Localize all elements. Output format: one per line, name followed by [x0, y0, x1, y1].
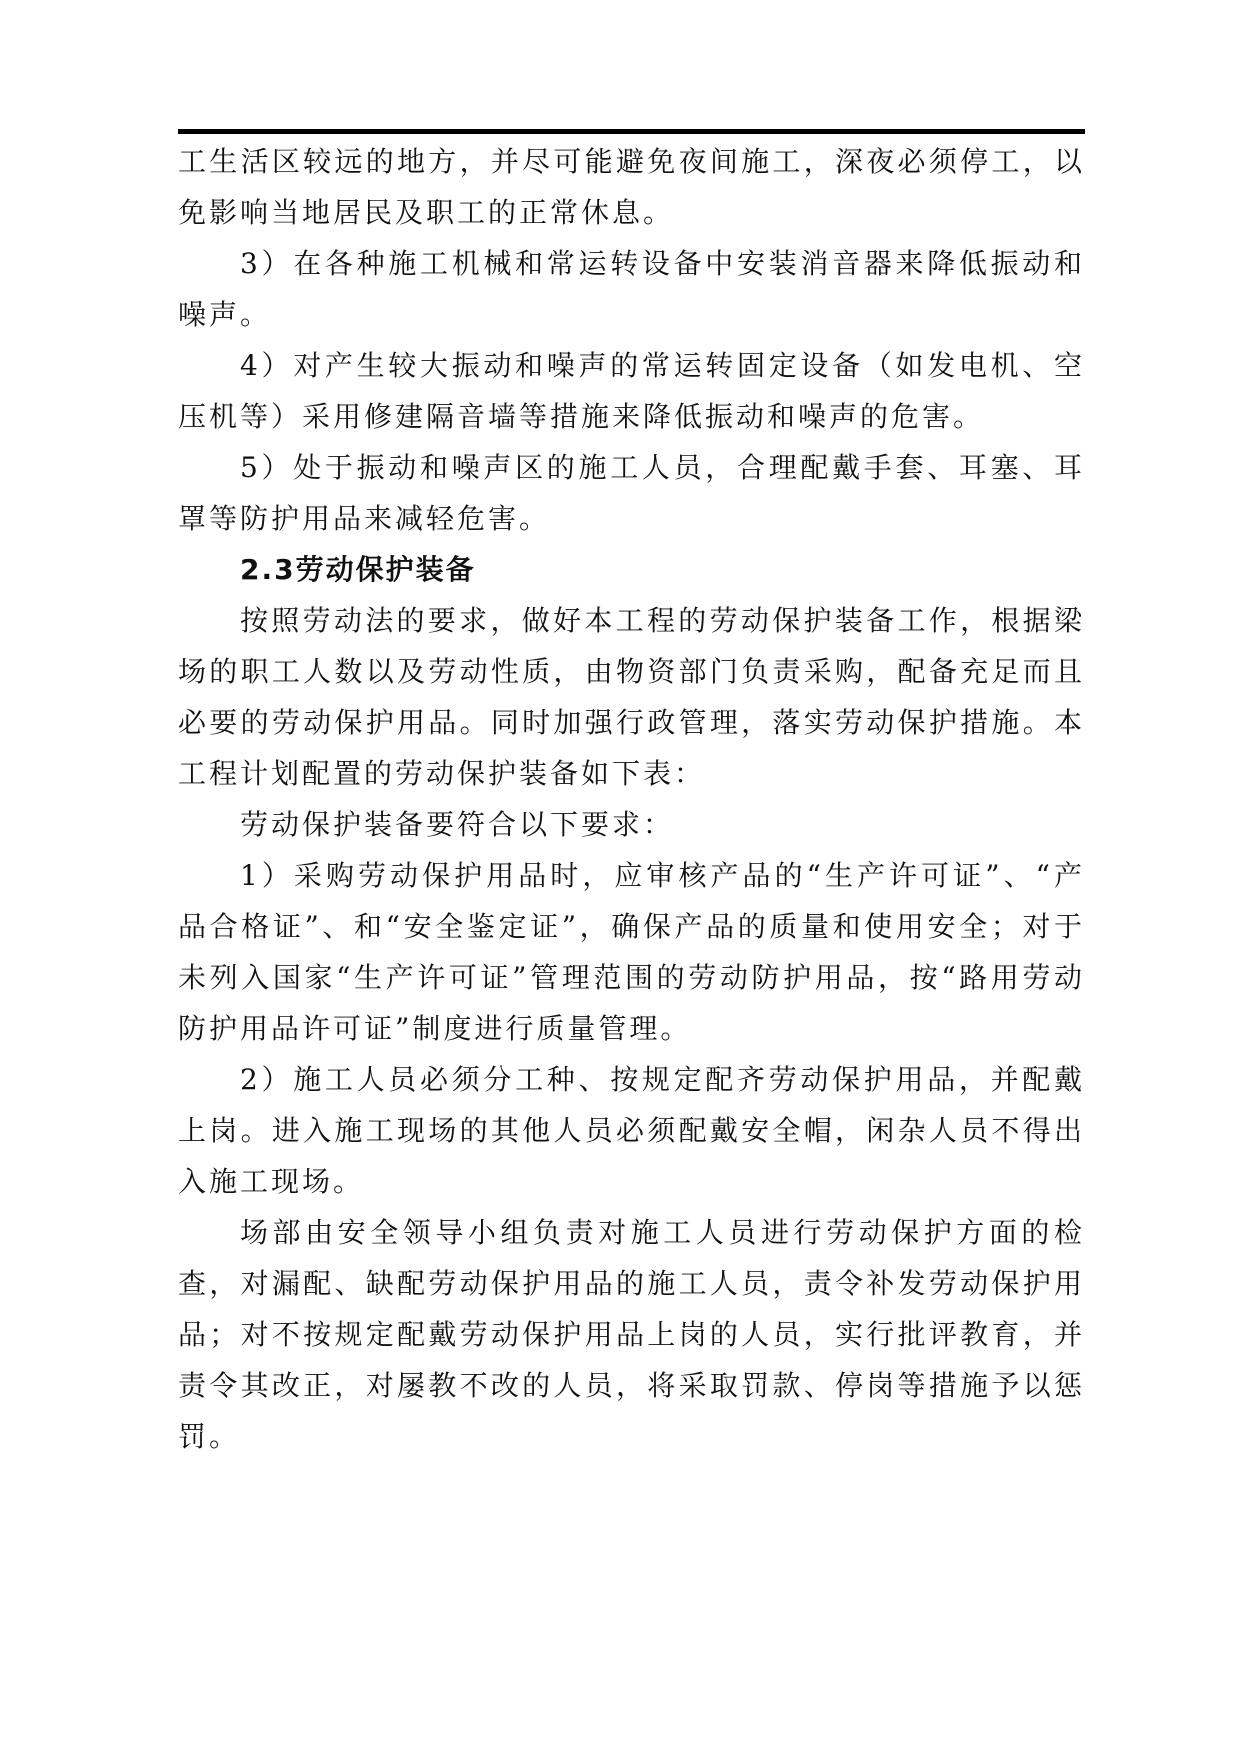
body-paragraph-continued: 工生活区较远的地方，并尽可能避免夜间施工，深夜必须停工，以免影响当地居民及职工的正常休息。 — [178, 145, 1085, 229]
document-body — [178, 136, 1085, 1462]
body-paragraph-item-5: 5）处于振动和噪声区的施工人员，合理配戴手套、耳塞、耳罩等防护用品来减轻危害。 — [178, 451, 1085, 535]
body-paragraph-item-3: 3）在各种施工机械和常运转设备中安装消音器来降低振动和噪声。 — [178, 247, 1085, 331]
section-paragraph-requirements: 劳动保护装备要符合以下要求： — [240, 808, 675, 841]
section-paragraph-item-1: 1）采购劳动保护用品时，应审核产品的“生产许可证”、“产品合格证”、和“安全鉴定证”，确保产品的质量和使用安全；对于未列入国家“生产许可证”管理范围的劳动防护用品，按“路用劳动防护用品许可证”制度进行质量管理。 — [178, 859, 1085, 1045]
section-paragraph-item-2: 2）施工人员必须分工种、按规定配齐劳动保护用品，并配戴上岗。进入施工现场的其他人员必须配戴安全帽，闲杂人员不得出入施工现场。 — [178, 1063, 1085, 1198]
section-paragraph-inspection: 场部由安全领导小组负责对施工人员进行劳动保护方面的检查，对漏配、缺配劳动保护用品的施工人员，责令补发劳动保护用品；对不按规定配戴劳动保护用品上岗的人员，实行批评教育，并责令其改正，对屡教不改的人员，将采取罚款、停岗等措施予以惩罚。 — [178, 1216, 1085, 1453]
body-paragraph-item-4: 4）对产生较大振动和噪声的常运转固定设备（如发电机、空压机等）采用修建隔音墙等措施来降低振动和噪声的危害。 — [178, 349, 1085, 433]
section-paragraph-intro: 按照劳动法的要求，做好本工程的劳动保护装备工作，根据梁场的职工人数以及劳动性质，由物资部门负责采购，配备充足而且必要的劳动保护用品。同时加强行政管理，落实劳动保护措施。本工程计划配置的劳动保护装备如下表： — [178, 604, 1085, 790]
section-heading: 2.3劳动保护装备 — [240, 553, 476, 586]
header-rule — [178, 129, 1085, 134]
